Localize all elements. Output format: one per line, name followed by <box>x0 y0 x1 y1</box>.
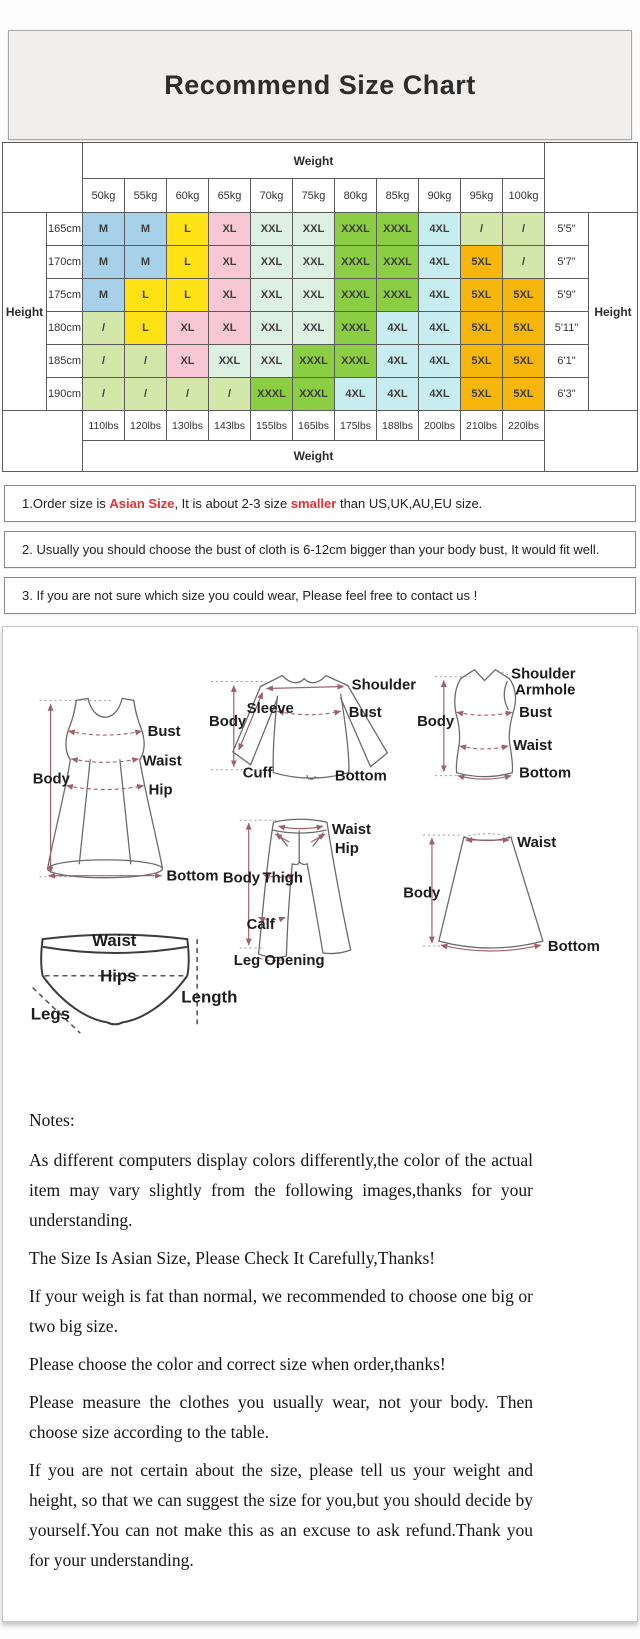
size-cell: XXXL <box>377 213 419 246</box>
height-ft-cell: 5'9" <box>545 279 589 312</box>
size-note-2: 2. Usually you should choose the bust of cloth is 6-12cm bigger than your body bust, It would fit well. <box>4 531 636 568</box>
size-cell: XXL <box>293 213 335 246</box>
height-ft-cell: 5'5" <box>545 213 589 246</box>
kg-header-cell: 65kg <box>209 179 251 213</box>
size-cell: / <box>503 213 545 246</box>
size-cell: XXL <box>251 345 293 378</box>
dress-bust-label: Bust <box>147 724 181 741</box>
height-cm-cell: 165cm <box>47 213 83 246</box>
notes-heading: Notes: <box>29 1110 75 1130</box>
kg-header-cell: 60kg <box>167 179 209 213</box>
kg-row <box>3 179 638 213</box>
vest-bust-label: Bust <box>519 705 553 722</box>
dress-waist-label: Waist <box>142 753 182 770</box>
size-cell: 4XL <box>419 312 461 345</box>
size-cell: 4XL <box>419 279 461 312</box>
note1-highlight-smaller: smaller <box>290 496 337 511</box>
size-cell: XXL <box>293 246 335 279</box>
top-bust-label: Bust <box>348 705 382 722</box>
size-chart-table <box>2 142 638 472</box>
note1-highlight-asian-size: Asian Size <box>109 496 175 511</box>
briefs-hips-label: Hips <box>100 966 137 986</box>
size-cell: 4XL <box>419 246 461 279</box>
height-cm-cell: 175cm <box>47 279 83 312</box>
size-cell: XXXL <box>251 378 293 411</box>
size-cell: L <box>167 279 209 312</box>
size-cell: XXL <box>251 279 293 312</box>
lbs-cell: 210lbs <box>461 411 503 441</box>
size-cell: XL <box>209 246 251 279</box>
briefs-waist-label: Waist <box>92 931 137 951</box>
top-cuff-label: Cuff <box>242 765 273 782</box>
height-ft-cell: 5'7" <box>545 246 589 279</box>
size-cell: 4XL <box>377 378 419 411</box>
height-ft-cell: 6'1" <box>545 345 589 378</box>
size-cell: / <box>461 213 503 246</box>
top-sleeve-label: Sleeve <box>246 701 294 718</box>
size-cell: 5XL <box>461 246 503 279</box>
kg-header-cell: 100kg <box>503 179 545 213</box>
pants-waist-label: Waist <box>331 822 371 839</box>
size-cell: 5XL <box>503 345 545 378</box>
lbs-cell: 110lbs <box>83 411 125 441</box>
dress-bottom-label: Bottom <box>166 868 219 885</box>
size-cell: 5XL <box>461 279 503 312</box>
pants-thigh-label: Thigh <box>262 870 303 887</box>
long-sleeve-top-diagram <box>209 676 416 785</box>
lbs-cell: 220lbs <box>503 411 545 441</box>
size-cell: XXL <box>251 213 293 246</box>
size-cell: XL <box>167 345 209 378</box>
lbs-cell: 143lbs <box>209 411 251 441</box>
measurement-diagrams <box>3 627 637 1063</box>
kg-header-cell: 90kg <box>419 179 461 213</box>
size-cell: XXXL <box>335 312 377 345</box>
height-ft-cell: 5'11" <box>545 312 589 345</box>
size-cell: XL <box>167 312 209 345</box>
size-cell: 4XL <box>419 378 461 411</box>
vest-body-label: Body <box>417 714 455 731</box>
vest-diagram <box>417 667 576 782</box>
size-cell: XXL <box>251 246 293 279</box>
size-cell: XL <box>209 279 251 312</box>
note1-text-2: , It is about 2-3 size <box>174 496 291 511</box>
size-cell: 5XL <box>461 378 503 411</box>
size-cell: XXXL <box>335 345 377 378</box>
size-cell: 4XL <box>335 378 377 411</box>
height-label-right: Height <box>589 213 638 411</box>
lbs-cell: 155lbs <box>251 411 293 441</box>
kg-header-cell: 95kg <box>461 179 503 213</box>
size-cell: XXXL <box>377 279 419 312</box>
height-cm-cell: 180cm <box>47 312 83 345</box>
weight-header-row <box>3 143 638 179</box>
size-cell: / <box>209 378 251 411</box>
dress-hip-label: Hip <box>148 782 173 799</box>
notes-paragraph-choose: Please choose the color and correct size when order,thanks! <box>29 1354 446 1374</box>
blank-bottom-left <box>3 411 83 472</box>
pants-body-label: Body <box>222 870 261 887</box>
notes-paragraph-weight: If your weigh is fat than normal, we recommended to choose one big or two big size. <box>29 1286 533 1336</box>
size-cell: / <box>83 345 125 378</box>
vest-bottom-label: Bottom <box>519 765 572 782</box>
size-cell: / <box>125 378 167 411</box>
note1-text-1: 1.Order size is <box>22 496 110 511</box>
size-cell: / <box>83 378 125 411</box>
height-cm-cell: 190cm <box>47 378 83 411</box>
size-cell: M <box>83 213 125 246</box>
note1-text-3: than US,UK,AU,EU size. <box>336 496 483 511</box>
size-cell: XXXL <box>335 213 377 246</box>
notes-paragraph-colors: As different computers display colors differently,the color of the actual item may vary slightly from the following images,thanks for your understanding. <box>29 1150 533 1230</box>
briefs-diagram <box>31 931 238 1033</box>
weight-footer-row <box>3 441 638 472</box>
top-bottom-label: Bottom <box>334 768 387 785</box>
pants-diagram <box>223 819 371 969</box>
size-row <box>3 213 638 246</box>
size-cell: 5XL <box>503 312 545 345</box>
blank-top-left <box>3 143 83 213</box>
size-rows <box>3 213 638 411</box>
pants-leg-opening-label: Leg Opening <box>233 952 325 969</box>
size-cell: XXL <box>251 312 293 345</box>
size-cell: 5XL <box>461 312 503 345</box>
bottom-notes <box>3 1063 637 1621</box>
height-ft-cell: 6'3" <box>545 378 589 411</box>
kg-header-cell: 70kg <box>251 179 293 213</box>
size-cell: L <box>167 246 209 279</box>
lbs-cell: 165lbs <box>293 411 335 441</box>
size-cell: 5XL <box>503 378 545 411</box>
size-cell: XXXL <box>293 378 335 411</box>
lbs-cell: 120lbs <box>125 411 167 441</box>
blank-top-right <box>545 143 638 213</box>
size-cell: L <box>125 279 167 312</box>
top-body-label: Body <box>209 714 247 731</box>
size-cell: / <box>167 378 209 411</box>
size-note-1 <box>4 485 636 522</box>
notes-paragraph-refund: If you are not certain about the size, please tell us your weight and height, so that we can suggest the size for you,but you should decide by yourself.You can not make this as an excuse to ask refund.Thank you for your understanding. <box>29 1460 533 1570</box>
size-cell: L <box>125 312 167 345</box>
size-cell: / <box>503 246 545 279</box>
size-cell: XXXL <box>293 345 335 378</box>
measurement-and-notes-box <box>2 626 638 1622</box>
lbs-cell: 130lbs <box>167 411 209 441</box>
weight-header-top: Weight <box>83 143 545 179</box>
size-cell: 5XL <box>503 279 545 312</box>
size-cell: 4XL <box>419 345 461 378</box>
size-row <box>3 378 638 411</box>
vest-waist-label: Waist <box>513 737 553 754</box>
height-cm-cell: 185cm <box>47 345 83 378</box>
skirt-body-label: Body <box>403 885 441 902</box>
lbs-row <box>3 411 638 441</box>
size-cell: 4XL <box>377 345 419 378</box>
vest-shoulder-label: Shoulder <box>511 666 576 683</box>
pants-calf-label: Calf <box>246 917 275 934</box>
notes-paragraph-measure: Please measure the clothes you usually wear, not your body. Then choose size according to the table. <box>29 1392 533 1442</box>
size-cell: XL <box>209 312 251 345</box>
size-row <box>3 246 638 279</box>
lbs-cell: 175lbs <box>335 411 377 441</box>
size-cell: XXXL <box>377 246 419 279</box>
size-cell: M <box>125 213 167 246</box>
size-cell: XL <box>209 213 251 246</box>
size-cell: M <box>83 279 125 312</box>
vest-armhole-label: Armhole <box>515 682 576 699</box>
lbs-cell: 200lbs <box>419 411 461 441</box>
size-row <box>3 279 638 312</box>
weight-header-bottom: Weight <box>83 441 545 472</box>
skirt-bottom-label: Bottom <box>547 938 600 955</box>
size-cell: 4XL <box>419 213 461 246</box>
kg-header-cell: 50kg <box>83 179 125 213</box>
size-row <box>3 312 638 345</box>
lbs-cell: 188lbs <box>377 411 419 441</box>
pants-hip-label: Hip <box>334 840 359 857</box>
blank-bottom-right <box>545 411 638 472</box>
size-cell: XXXL <box>335 279 377 312</box>
size-cell: XXXL <box>335 246 377 279</box>
skirt-diagram <box>403 834 600 955</box>
size-cell: XXL <box>209 345 251 378</box>
kg-header-cell: 80kg <box>335 179 377 213</box>
briefs-legs-label: Legs <box>30 1004 71 1024</box>
page-title: Recommend Size Chart <box>164 69 476 100</box>
size-cell: / <box>83 312 125 345</box>
size-cell: 4XL <box>377 312 419 345</box>
dress-diagram <box>33 698 219 884</box>
size-cell: / <box>125 345 167 378</box>
kg-header-cell: 75kg <box>293 179 335 213</box>
title-box <box>8 30 632 140</box>
size-note-3: 3. If you are not sure which size you could wear, Please feel free to contact us ! <box>4 577 636 614</box>
kg-header-cell: 55kg <box>125 179 167 213</box>
size-cell: XXL <box>293 279 335 312</box>
size-cell: L <box>167 213 209 246</box>
size-row <box>3 345 638 378</box>
skirt-waist-label: Waist <box>517 834 557 851</box>
dress-body-label: Body <box>32 771 70 788</box>
kg-header-cell: 85kg <box>377 179 419 213</box>
height-label-left: Height <box>3 213 47 411</box>
height-cm-cell: 170cm <box>47 246 83 279</box>
size-cell: M <box>83 246 125 279</box>
top-shoulder-label: Shoulder <box>351 677 417 694</box>
size-cell: M <box>125 246 167 279</box>
size-cell: XXL <box>293 312 335 345</box>
size-cell: 5XL <box>461 345 503 378</box>
notes-paragraph-asian-size: The Size Is Asian Size, Please Check It Carefully,Thanks! <box>29 1248 436 1268</box>
briefs-length-label: Length <box>181 987 238 1007</box>
